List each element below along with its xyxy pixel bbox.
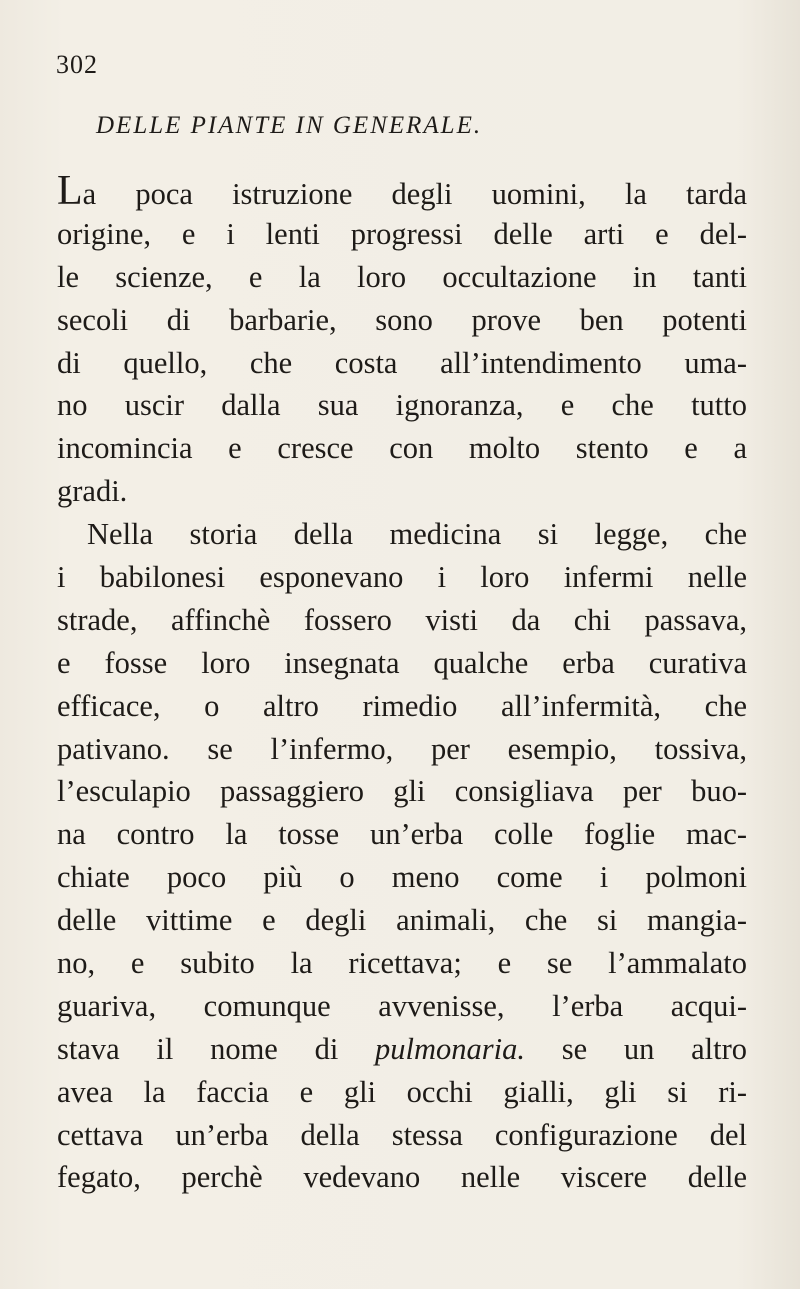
text-line: no uscir dalla sua ignoranza, e che tutto	[57, 388, 747, 423]
text-line: na contro la tosse un’erba colle foglie mac-	[57, 817, 747, 852]
text-line: incomincia e cresce con molto stento e a	[57, 431, 747, 466]
text-line: avea la faccia e gli occhi gialli, gli si ri-	[57, 1074, 747, 1109]
text-line: l’esculapio passaggiero gli consigliava per buo-	[57, 774, 747, 809]
text-line: efficace, o altro rimedio all’infermità, che	[57, 688, 747, 723]
text-line: e fosse loro insegnata qualche erba curativa	[57, 645, 747, 680]
text-line: secoli di barbarie, sono prove ben potenti	[57, 302, 747, 337]
italic-term: pulmonaria.	[375, 1031, 525, 1066]
section-title: DELLE PIANTE IN GENERALE.	[96, 112, 483, 139]
text-line: pativano. se l’infermo, per esempio, tossiva,	[57, 731, 747, 766]
text-line: strade, affinchè fossero visti da chi passava,	[57, 602, 747, 637]
text-line: fegato, perchè vedevano nelle viscere delle	[57, 1160, 747, 1195]
initial-letter: L	[57, 168, 83, 214]
text-line: di quello, che costa all’intendimento uma-	[57, 345, 747, 380]
text-line: Nella storia della medicina si legge, che	[87, 517, 747, 552]
page-number: 302	[56, 50, 98, 79]
text-line: gradi.	[57, 474, 128, 509]
text-line: guariva, comunque avvenisse, l’erba acqui-	[57, 988, 747, 1023]
text-line: chiate poco più o meno come i polmoni	[57, 860, 747, 895]
body-text	[57, 170, 747, 1199]
text-line: delle vittime e degli animali, che si mangia-	[57, 903, 747, 938]
text-line	[57, 170, 747, 213]
text-line: cettava un’erba della stessa configurazione del	[57, 1117, 747, 1152]
text-line	[57, 1028, 747, 1071]
text-segment: se un altro	[561, 1031, 747, 1066]
text-line: origine, e i lenti progressi delle arti e del-	[57, 216, 747, 251]
text-line-content: a poca istruzione degli uomini, la tarda	[82, 177, 747, 211]
text-line: le scienze, e la loro occultazione in tanti	[57, 259, 747, 294]
text-line: no, e subito la ricettava; e se l’ammalato	[57, 946, 747, 981]
text-line: i babilonesi esponevano i loro infermi nelle	[57, 560, 747, 595]
text-segment: stava il nome di	[57, 1031, 339, 1066]
